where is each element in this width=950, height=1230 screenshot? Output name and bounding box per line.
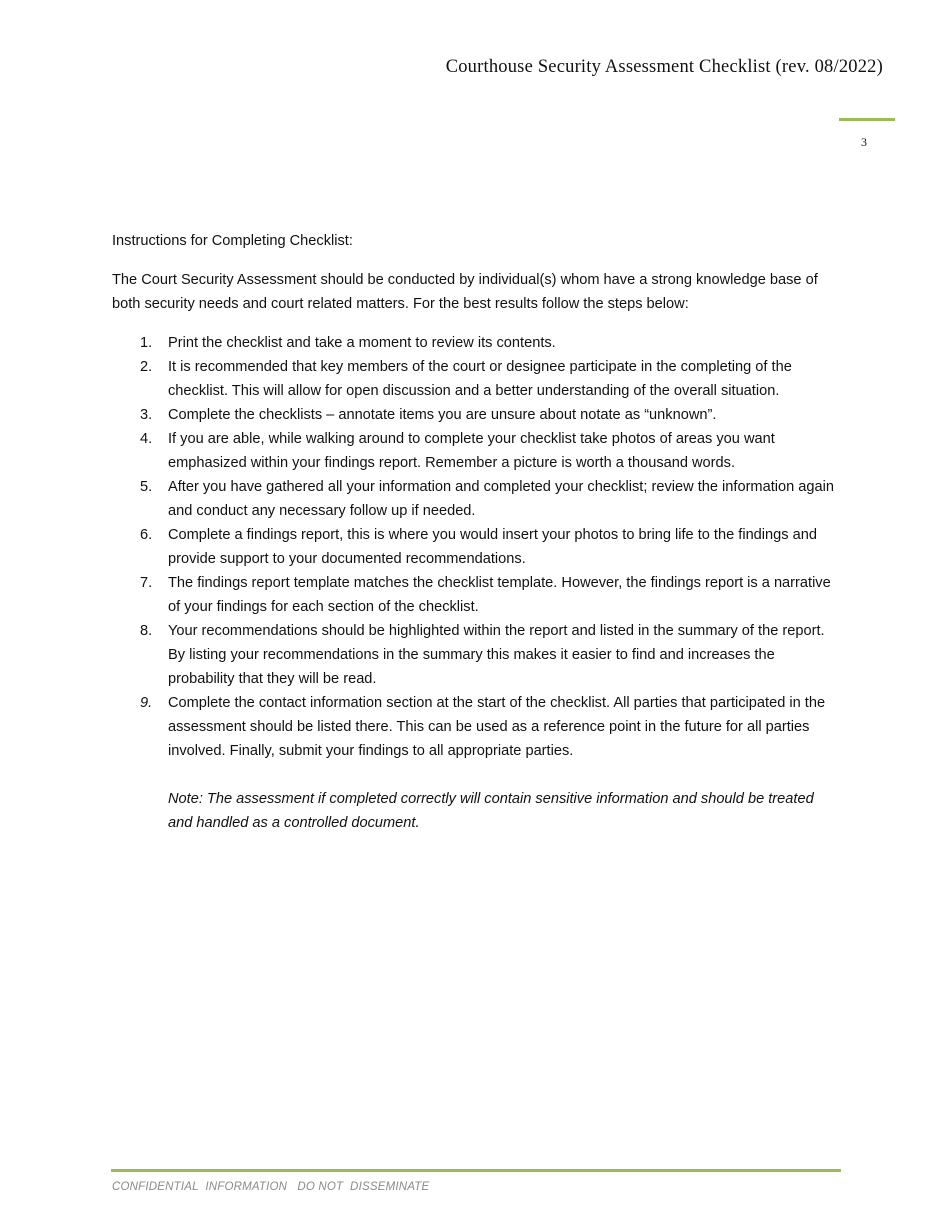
step-text: It is recommended that key members of the court or designee participate in the completing of the checklist. This will allow for open discussion and a better understanding of the overall situation. [168,359,792,399]
step-text: Your recommendations should be highlighted within the report and listed in the summary of the report. By listing your recommendations in the summary this makes it easier to find and increases the probability that they will be read. [168,623,825,687]
step-number: 6. [140,527,153,543]
sensitivity-note: Note: The assessment if completed correctly will contain sensitive information and should be treated and handled as a controlled document. [168,791,814,831]
document-header-title: Courthouse Security Assessment Checklist (rev. 08/2022) [445,57,883,77]
list-item [112,523,842,571]
step-text: Complete a findings report, this is where you would insert your photos to bring life to the findings and provide support to your documented recommendations. [168,527,817,567]
step-text: The findings report template matches the checklist template. However, the findings report is a narrative of your findings for each section of the checklist. [168,575,831,615]
list-item [112,355,842,403]
step-text: Complete the contact information section at the start of the checklist. All parties that participated in the assessment should be listed there. This can be used as a reference point in the future for all parties involved. Finally, submit your findings to all appropriate parties. [168,695,826,759]
list-item [112,427,842,475]
list-item [112,475,842,523]
step-number: 4. [140,431,153,447]
header-accent-rule [839,118,895,121]
step-number: 3. [140,407,153,423]
step-text: If you are able, while walking around to complete your checklist take photos of areas you want emphasized within your findings report. Remember a picture is worth a thousand words. [168,431,775,471]
list-item [112,403,842,427]
instructions-heading: Instructions for Completing Checklist: [112,233,353,249]
intro-paragraph: The Court Security Assessment should be conducted by individual(s) whom have a strong knowledge base of both security needs and court related matters. For the best results follow the steps below: [112,272,818,312]
footer-accent-rule [111,1169,841,1172]
step-text: After you have gathered all your information and completed your checklist; review the information again and conduct any necessary follow up if needed. [168,479,834,519]
document-body [112,229,842,835]
list-item [112,691,842,763]
step-number: 7. [140,575,153,591]
step-number: 2. [140,359,153,375]
step-number: 5. [140,479,153,495]
steps-list [112,331,842,763]
page-number: 3 [861,135,867,149]
step-number: 9. [140,695,153,711]
step-number: 1. [140,335,153,351]
list-item [112,619,842,691]
list-item [112,571,842,619]
list-item [112,331,842,355]
step-text: Complete the checklists – annotate items you are unsure about notate as “unknown”. [168,407,717,423]
footer-confidential-label: CONFIDENTIAL INFORMATION DO NOT DISSEMINATE [112,1181,430,1193]
step-text: Print the checklist and take a moment to review its contents. [168,335,556,351]
step-number: 8. [140,623,153,639]
